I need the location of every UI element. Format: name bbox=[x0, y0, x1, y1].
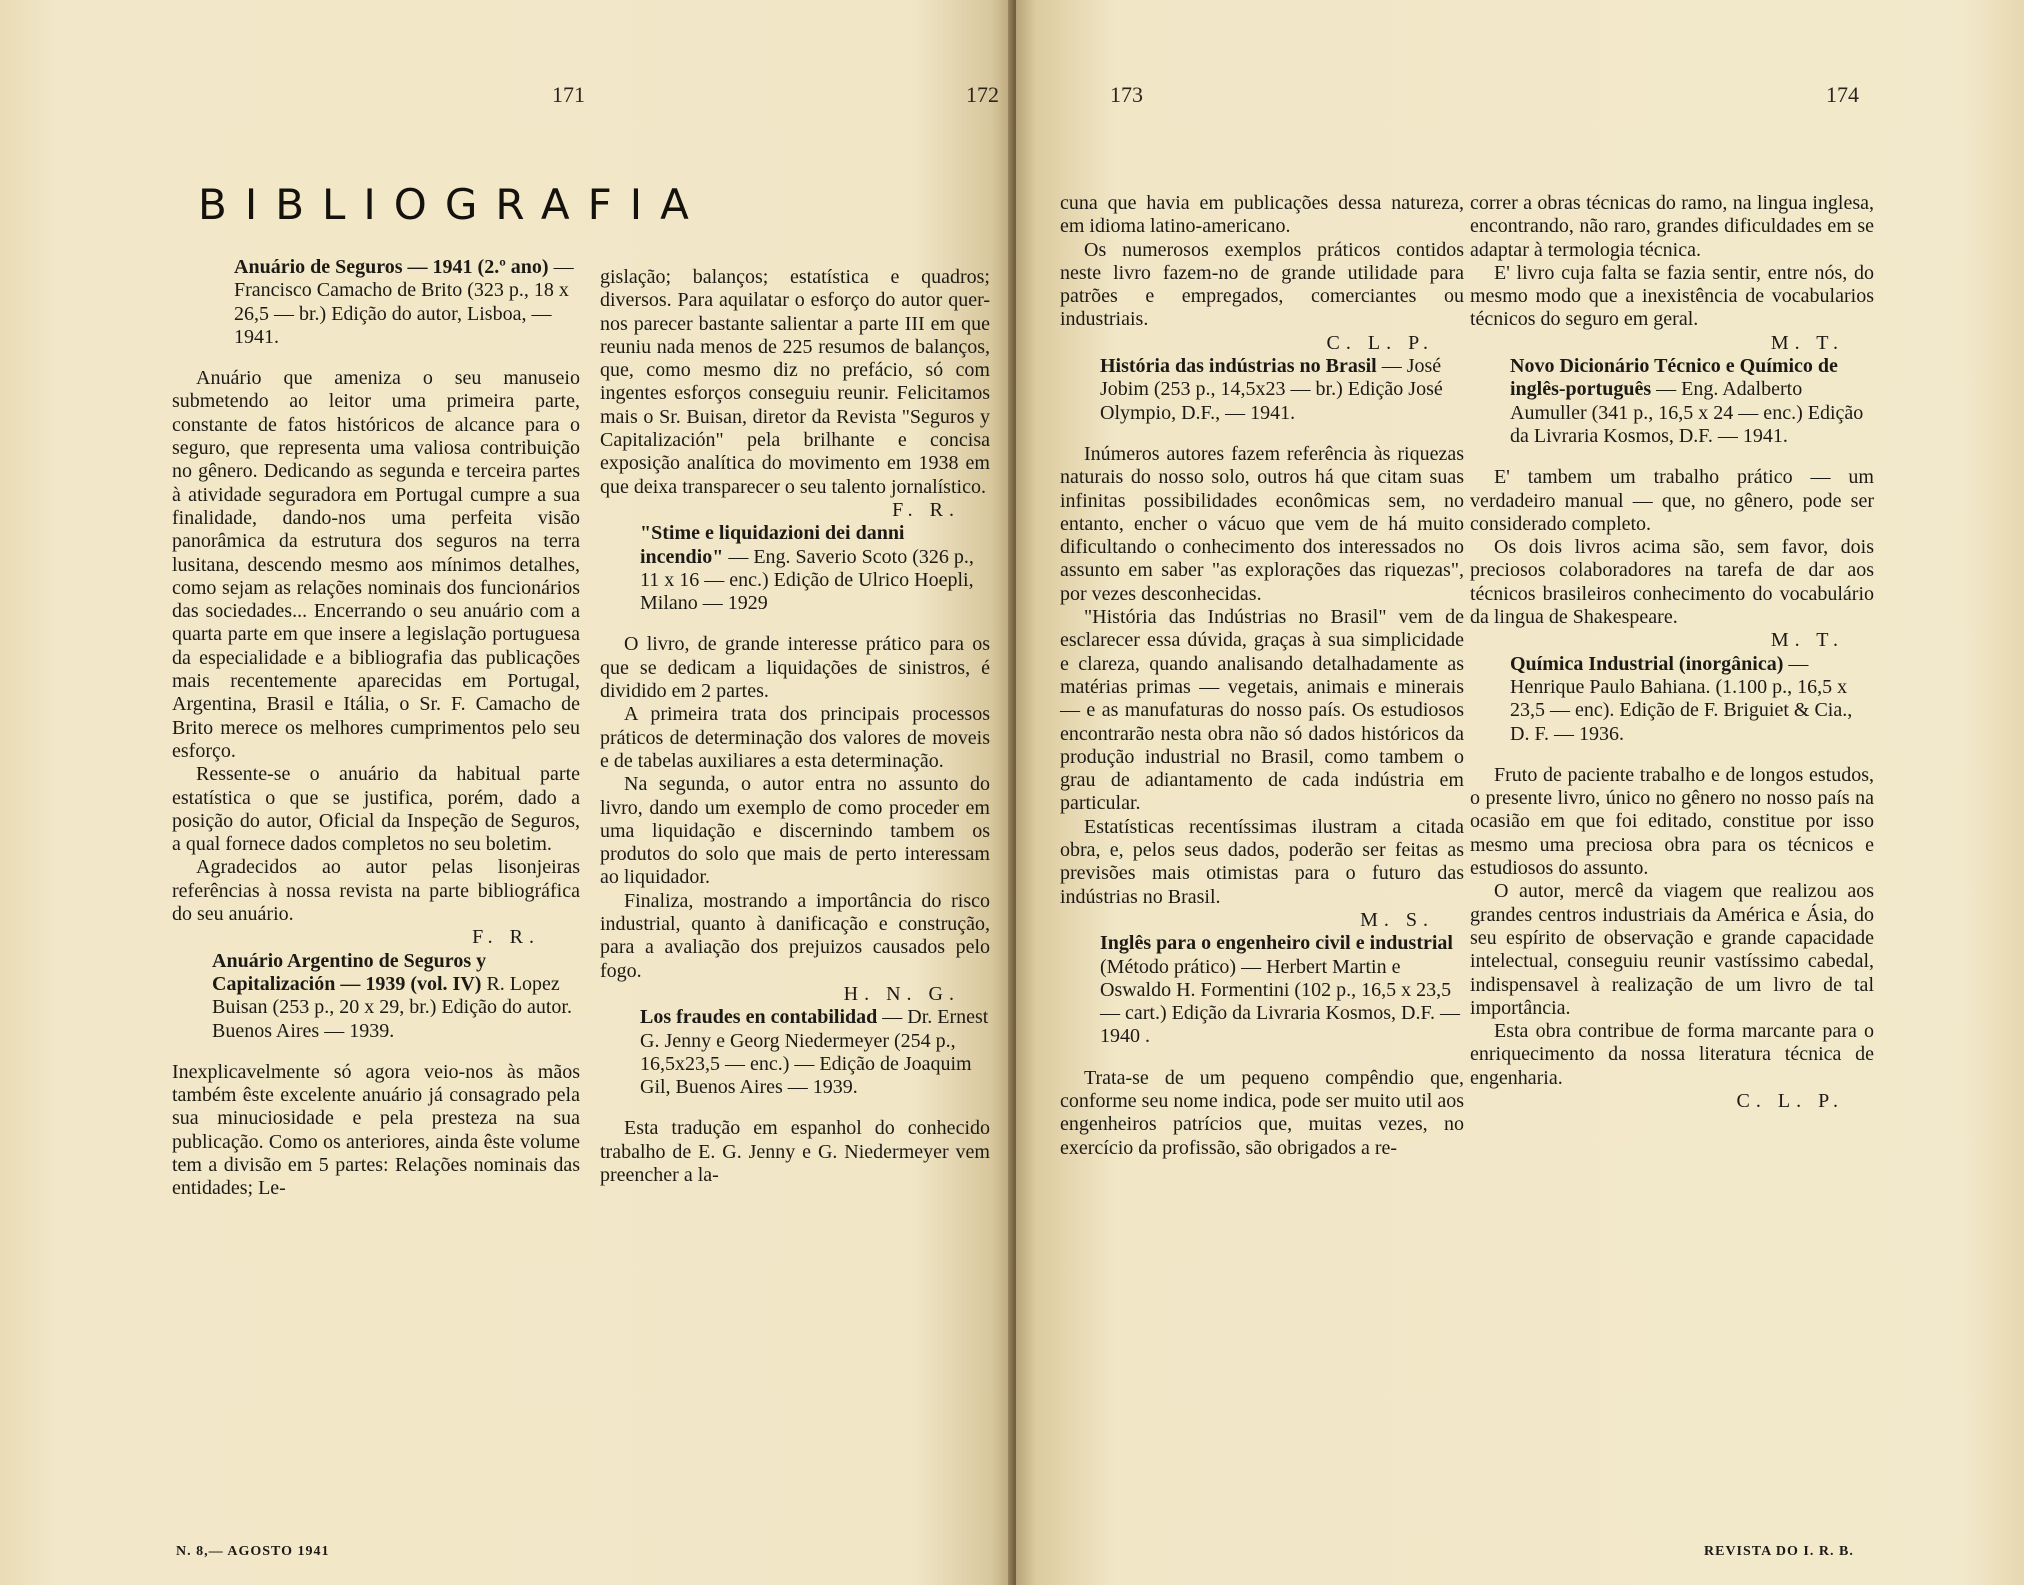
entry-details: R. Lopez Buisan (253 p., 20 x 29, br.) Edição do autor. Buenos Aires — 1939. bbox=[212, 972, 572, 1042]
right-page bbox=[1016, 0, 2024, 1585]
paragraph: A primeira trata dos principais processos práticos de determinação dos valores de moveis e de tabelas auxiliares a esta determinação. bbox=[600, 703, 990, 772]
entry-title: Química Industrial (inorgânica) bbox=[1510, 652, 1784, 675]
reviewer-initials: C. L. P. bbox=[1736, 1089, 1844, 1112]
reviewer-initials: M. S. bbox=[1360, 908, 1434, 931]
column-1 bbox=[172, 256, 580, 1201]
entry-details: — Francisco Camacho de Brito (323 p., 18 x 26,5 — br.) Edição do autor, Lisboa, — 1941. bbox=[234, 256, 574, 348]
page-number-173: 173 bbox=[1110, 82, 1143, 107]
paragraph: O autor, mercê da viagem que realizou aos grandes centros industriais da América e Ásia, do seu espírito de observação e grande capacidade intelectual, conseguiu reunir vastíssimo cabedal, indispensavel à realização de um livro de tal importância. bbox=[1470, 880, 1874, 1019]
paragraph: Os numerosos exemplos práticos contidos neste livro fazem-no de grande utilidade para patrões e empregados, comerciantes ou industriais. bbox=[1060, 238, 1464, 331]
paragraph: Agradecidos ao autor pelas lisonjeiras referências à nossa revista na parte bibliográfica do seu anuário. bbox=[172, 856, 580, 926]
bib-entry-novo-dicionario bbox=[1470, 355, 1874, 448]
page-number-171: 171 bbox=[552, 82, 585, 107]
column-2 bbox=[600, 266, 990, 1187]
reviewer-initials: M. T. bbox=[1770, 331, 1844, 354]
paragraph: Os dois livros acima são, sem favor, dois preciosos colaboradores na tarefa de dar aos técnicos brasileiros conhecimento do vocabulário da lingua de Shakespeare. bbox=[1470, 536, 1874, 629]
page-number-174: 174 bbox=[1826, 82, 1859, 107]
column-3 bbox=[1060, 192, 1464, 1160]
paragraph: O livro, de grande interesse prático para os que se dedicam a liquidações de sinistros, é dividido em 2 partes. bbox=[600, 633, 990, 703]
entry-details: — Dr. Ernest G. Jenny e Georg Niedermeyer (254 p., 16,5x23,5 — enc.) — Edição de Joaquim Gil, Buenos Aires — 1939. bbox=[640, 1006, 989, 1099]
paragraph: cuna que havia em publicações dessa natureza, em idioma latino-americano. bbox=[1060, 192, 1464, 238]
paragraph: Inexplicavelmente só agora veio-nos às mãos também êste excelente anuário já consagrado pela sua minuciosidade e pela presteza na sua publicação. Como os anteriores, ainda êste volume tem a divisão em 5 partes: Relações nominais das entidades; Le- bbox=[172, 1060, 580, 1200]
paragraph: E' livro cuja falta se fazia sentir, entre nós, do mesmo modo que a inexistência de vocabularios técnicos do seguro em geral. bbox=[1470, 261, 1874, 331]
entry-title: Anuário Argentino de Seguros y Capitalización — 1939 (vol. IV) bbox=[212, 949, 487, 995]
paragraph: Esta tradução em espanhol do conhecido trabalho de E. G. Jenny e G. Niedermeyer vem preencher a la- bbox=[600, 1117, 990, 1186]
bib-entry-quimica-industrial bbox=[1470, 653, 1874, 746]
entry-details: — Eng. Saverio Scoto (326 p., 11 x 16 — enc.) Edição de Ulrico Hoepli, Milano — 1929 bbox=[640, 545, 974, 615]
paragraph: Fruto de paciente trabalho e de longos estudos, o presente livro, único no gênero no nosso país na ocasião em que foi editado, constitue por isso mesmo uma preciosa obra para os técnicos e estudiosos do assunto. bbox=[1470, 763, 1874, 880]
entry-title: História das indústrias no Brasil bbox=[1100, 355, 1377, 378]
reviewer-initials: F. R. bbox=[472, 926, 540, 949]
reviewer-initials: F. R. bbox=[892, 498, 960, 521]
entry-details: — José Jobim (253 p., 14,5x23 — br.) Edição José Olympio, D.F., — 1941. bbox=[1100, 355, 1443, 424]
bib-entry-anuario-argentino bbox=[172, 950, 580, 1043]
paragraph: Inúmeros autores fazem referência às riquezas naturais do nosso solo, outros há que citam suas infinitas possibilidades econômicas sem, no entanto, encher o vácuo que vem de há muito dificultando o conhecimento dos interessados no assunto em saber "as explorações das riquezas", por vezes desconhecidas. bbox=[1060, 442, 1464, 605]
reviewer-initials: M. T. bbox=[1770, 629, 1844, 652]
reviewer-initials: H. N. G. bbox=[843, 982, 960, 1005]
entry-title: "Stime e liquidazioni dei danni incendio" bbox=[640, 522, 905, 568]
entry-details: — Eng. Adalberto Aumuller (341 p., 16,5 x 24 — enc.) Edição da Livraria Kosmos, D.F. — 1941. bbox=[1510, 378, 1864, 447]
section-title: BIBLIOGRAFIA bbox=[198, 180, 707, 229]
entry-title: Inglês para o engenheiro civil e industrial bbox=[1100, 932, 1453, 955]
column-4 bbox=[1470, 192, 1874, 1113]
entry-title: Anuário de Seguros — 1941 (2.º ano) bbox=[234, 256, 549, 278]
bib-entry-fraudes-contabilidad bbox=[600, 1006, 990, 1099]
bib-entry-historia-industrias bbox=[1060, 355, 1464, 425]
paragraph: Esta obra contribue de forma marcante para o enriquecimento da nossa literatura técnica de engenharia. bbox=[1470, 1020, 1874, 1089]
reviewer-initials: C. L. P. bbox=[1326, 331, 1434, 354]
entry-title: Novo Dicionário Técnico e Químico de inglês-português bbox=[1510, 355, 1838, 401]
footer-issue: N. 8,— AGOSTO 1941 bbox=[176, 1544, 330, 1559]
entry-details: (Método prático) — Herbert Martin e Oswaldo H. Formentini (102 p., 16,5 x 23,5 — cart.) Edição da Livraria Kosmos, D.F. — 1940 . bbox=[1100, 955, 1460, 1048]
entry-details: — Henrique Paulo Bahiana. (1.100 p., 16,5 x 23,5 — enc). Edição de F. Briguiet & Cia., D. F. — 1936. bbox=[1510, 652, 1853, 745]
paragraph: Ressente-se o anuário da habitual parte estatística o que se justifica, porém, dado a posição do autor, Oficial da Inspeção de Seguros, a qual fornece dados completos no seu boletim. bbox=[172, 763, 580, 856]
bib-entry-ingles-engenheiro bbox=[1060, 932, 1464, 1048]
bib-entry-stime-liquidazioni bbox=[600, 522, 990, 615]
paragraph: Na segunda, o autor entra no assunto do livro, dando um exemplo de como proceder em uma liquidação e discernindo tambem os produtos do solo que mais de perto interessam ao liquidador. bbox=[600, 773, 990, 889]
paragraph: "História das Indústrias no Brasil" vem de esclarecer essa dúvida, graças à sua simplicidade e clareza, quando analisando detalhadamente as matérias primas — vegetais, animais e minerais — e as manufaturas do nosso país. Os estudiosos encontrarão nesta obra não só dados históricos da produção industrial no Brasil, como tambem o grau de adiantamento de cada indústria em particular. bbox=[1060, 606, 1464, 815]
footer-journal: REVISTA DO I. R. B. bbox=[1704, 1544, 1854, 1559]
paragraph: Anuário que ameniza o seu manuseio submetendo ao leitor uma primeira parte, constante de fatos históricos de alcance para o seguro, que representa uma valiosa contribuição no gênero. Dedicando as segunda e terceira partes à atividade seguradora em Portugal cumpre a sua finalidade, dando-nos uma perfeita visão panorâmica da estrutura dos seguros na terra lusitana, descendo mesmo aos mínimos detalhes, como sejam as relações nominais dos funcionários das sociedades... Encerrando o seu anuário com a quarta parte em que insere a legislação portuguesa da especialidade e a bibliografia das publicações mais recentemente aparecidas em Portugal, Argentina, Brasil e Itália, o Sr. F. Camacho de Brito merece os melhores cumprimentos pelo seu esforço. bbox=[172, 367, 580, 762]
paragraph: gislação; balanços; estatística e quadros; diversos. Para aquilatar o esforço do autor quer-nos parecer bastante salientar a parte III em que reuniu nada menos de 225 resumos de balanços, que, como mesmo diz no prefácio, só com ingentes esforços conseguiu reunir. Felicitamos mais o Sr. Buisan, diretor da Revista "Seguros y Capitalización" pela brilhante e concisa exposição analítica do movimento em 1938 em que deixa transparecer o seu talento jornalístico. bbox=[600, 266, 990, 498]
paragraph: Finaliza, mostrando a importância do risco industrial, quanto à danificação e construção, para a avaliação dos prejuizos causados pelo fogo. bbox=[600, 889, 990, 982]
paragraph: correr a obras técnicas do ramo, na lingua inglesa, encontrando, não raro, grandes dificuldades em se adaptar à termologia técnica. bbox=[1470, 192, 1874, 261]
entry-title: Los fraudes en contabilidad bbox=[640, 1006, 878, 1029]
bib-entry-anuario-seguros bbox=[172, 256, 580, 349]
page-number-172: 172 bbox=[966, 82, 999, 107]
paragraph: Trata-se de um pequeno compêndio que, conforme seu nome indica, pode ser muito util aos engenheiros patrícios que, muitas vezes, no exercício da profissão, são obrigados a re- bbox=[1060, 1066, 1464, 1159]
paragraph: E' tambem um trabalho prático — um verdadeiro manual — que, no gênero, pode ser considerado completo. bbox=[1470, 466, 1874, 535]
paragraph: Estatísticas recentíssimas ilustram a citada obra, e, pelos seus dados, poderão ser feitas as previsões mais otimistas para o futuro das indústrias no Brasil. bbox=[1060, 815, 1464, 908]
